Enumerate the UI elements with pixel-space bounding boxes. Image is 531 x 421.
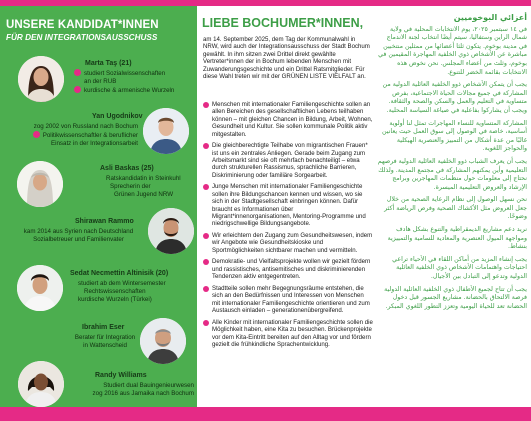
bullet-dot (74, 86, 81, 93)
avatar-randy (18, 361, 64, 407)
bullet-dot (203, 320, 209, 326)
bullet-dot (74, 69, 81, 76)
arabic-title: أعزائي البوخوميين (453, 13, 527, 22)
candidate-desc-ibrahim: Berater für Integration in Wattenscheid (74, 334, 136, 349)
list-item: Menschen mit internationaler Familiengeschichte sollen an allen Bereichen des gesellschaftlichen Lebens teilhaben können – mit gleichen Chancen in Bildung, Arbeit, Wohnen, Gesundheit und Kultur. Sie sollen kommunale Politik aktiv mitgestalten. (203, 101, 373, 138)
avatar-shirawan (148, 208, 194, 254)
bullet-dot (203, 143, 209, 149)
bullet-dot (203, 102, 209, 108)
bullet-dot (203, 259, 209, 265)
bullet-dot (203, 233, 209, 239)
arabic-paragraph: نحن نسهل الوصول إلى نظام الرعاية الصحية من خلال جعل العروض مثل الأكشاك الصحية وفرص الرياضة أكثر وضوحًا. (384, 196, 527, 221)
candidate-name-yan: Yan Ugodnikov (92, 113, 143, 120)
avatar-yan (143, 108, 189, 154)
intro-paragraph: am 14. September 2025, dem Tag der Kommunalwahl in NRW, wird auch der Integrationsausschuss der Stadt Bochum gewählt. In ihm sitzen zwei Drittel direkt gewählte Vertreter*innen der in Bochum lebenden Menschen mit Zuwanderungsgeschichte und ein Drittel Ratsmitglieder. Für diese Wahl treten wir mit der GRÜNEN LISTE VIELFALT an. (203, 36, 370, 81)
candidate-name-randy: Randy Williams (95, 372, 147, 379)
letter-title: LIEBE BOCHUMER*INNEN, (202, 16, 364, 30)
bottom-pink-strip (0, 407, 531, 421)
candidate-desc-asli: Ratskandidatin in Steinkuhl Sprecherin der Grünen Jugend NRW (106, 175, 181, 198)
arabic-paragraph: يجب إنشاء المزيد من أماكن اللقاء في الأحياء تراعي احتياجات واهتمامات الأشخاص ذوي الخلفية العائلية الدولية وتدعو إلى التبادل بين الأجيال. (392, 255, 527, 281)
goals-list (203, 101, 373, 353)
candidate-desc-sedat: studiert ab dem Wintersemester Rechtswissenschaften kurdische Wurzeln (Türkei) (78, 280, 166, 303)
letter-column (197, 6, 373, 407)
arabic-paragraph: في ١٤ سبتمبر ٢٠٢٥، يوم الانتخابات المحلية في ولاية شمال الراين وستفاليا، سيتم أيضًا انتخاب لجنة الاندماج في مدينة بوخوم. يتكون ثلثا أعضائها من ممثلين منتخبين مباشرة عن الأشخاص ذوي الخلفية المهاجرة المقيمين في بوخوم، وثلث من أعضاء المجلس. نحن نخوض هذه الانتخابات بقائمة الخضر للتنوع. (378, 25, 527, 76)
candidate-name-asli: Asli Baskas (25) (100, 165, 154, 172)
candidate-desc-marta: studiert Sozialwissenschaften an der RUB kurdische & armenische Wurzeln (74, 69, 174, 95)
list-item: Demokratie- und Vielfaltsprojekte wollen wir gezielt fördern und rassistisches, antisemitisches und diskriminierenden Tendenzen aktiv entgegentreten. (203, 258, 373, 280)
candidate-name-shirawan: Shirawan Rammo (75, 218, 134, 225)
candidate-desc-randy: Studiert dual Bauingenieurwesen zog 2016 aus Jamaika nach Bochum (92, 382, 194, 397)
avatar-ibrahim (140, 318, 186, 364)
candidate-name-ibrahim: Ibrahim Eser (82, 324, 125, 331)
bullet-dot (33, 131, 40, 138)
avatar-sedat (17, 265, 63, 311)
list-item: Alle Kinder mit internationaler Familiengeschichte sollen die Möglichkeit haben, eine Kita zu besuchen. Brückenprojekte vor dem Kita-Eintritt bereiten auf den Alltag vor und fördern gezielt die frühkindliche Sprachentwicklung. (203, 319, 373, 349)
arabic-paragraph: يجب أن يعرف الشباب ذوو الخلفية العائلية الدولية فرصهم التعليمية وأين يمكنهم المشاركة في مجتمع المدينة. ولذلك نحتاج إلى معلومات حول منظمات المهاجرين وبرامج الإرشاد والعروض التعليمية الميسرة. (377, 157, 527, 191)
candidates-title: UNSERE KANDIDAT*INNEN (6, 19, 159, 31)
arabic-column (373, 6, 531, 407)
arabic-paragraph: يجب أن تتاح لجميع الأطفال ذوي الخلفية العائلية الدولية فرصة الالتحاق بالحضانة. مشاريع الجسور قبل دخول الحضانة تعد للحياة اليومية وتعزز التطور اللغوي المبكر. (384, 285, 527, 310)
arabic-paragraph: المشاركة المتساوية للنساء المهاجرات تمثل لنا أولوية أساسية، خاصة في الوصول إلى سوق العمل حيث يعانين غالبًا من عدة أشكال من التمييز والعنصرية الهيكلية والحواجز اللغوية. (381, 119, 527, 153)
avatar-asli (17, 161, 63, 207)
candidates-panel (0, 6, 197, 407)
candidates-subtitle: FÜR DEN INTEGRATIONSAUSSCHUSS (6, 33, 158, 42)
candidate-name-marta: Marta Taş (21) (85, 60, 132, 67)
list-item: Die gleichberechtigte Teilhabe von migrantischen Frauen* ist uns ein zentrales Anliegen. Gerade beim Zugang zum Arbeitsmarkt sind sie oft mehrfach benachteiligt – etwa durch strukturellen Rassismus, sprachliche Barrieren, Diskriminierung oder familiäre Sorgearbeit. (203, 142, 373, 179)
candidate-name-sedat: Sedat Necmettin Altinisik (20) (70, 270, 169, 277)
list-item: Junge Menschen mit internationaler Familiengeschichte sollen ihre Bildungschancen kennen und wissen, wo sie sich in der Stadtgesellschaft einbringen können. Dafür braucht es Informationen über Migrant*innenorganisationen, Mentoring-Programme und niedrigschwellige Bildungsangebote. (203, 183, 373, 227)
list-item: Stadtteile sollen mehr Begegnungsräume entstehen, die sich an den Bedürfnissen und Interessen von Menschen mit internationaler Familiengeschichte orientieren und zum Austausch einladen – generationenübergreifend. (203, 285, 373, 315)
arabic-text (377, 14, 527, 315)
candidate-desc-shirawan: kam 2014 aus Syrien nach Deutschland Sozialbetreuer und Familienvater (23, 228, 134, 243)
arabic-paragraph: يجب أن يتمكن الأشخاص ذوو الخلفية العائلية الدولية من المشاركة في جميع مجالات الحياة الاجتماعية، بفرص متساوية في التعليم والعمل والسكن والصحة والثقافة. ويجب أن يشاركوا بفاعلية في صياغة السياسة المحلية. (382, 81, 527, 114)
list-item: Wir erleichtern den Zugang zum Gesundheitswesen, indem wir Angebote wie Gesundheitskioske und Sportmöglichkeiten sichtbarer machen und vermitteln. (203, 232, 373, 254)
arabic-paragraph: نريد دعم مشاريع الديمقراطية والتنوع بشكل هادف ومواجهة الميول العنصرية والمعادية للسامية والتمييزية بنشاط. (387, 226, 527, 251)
bullet-dot (203, 286, 209, 292)
candidate-desc-yan: zog 2002 von Russland nach Bochum Politikwissenschaftler & beruflicher Einsatz in der Integrationsarbeit (33, 123, 138, 147)
avatar-marta (18, 56, 64, 102)
bullet-dot (203, 184, 209, 190)
